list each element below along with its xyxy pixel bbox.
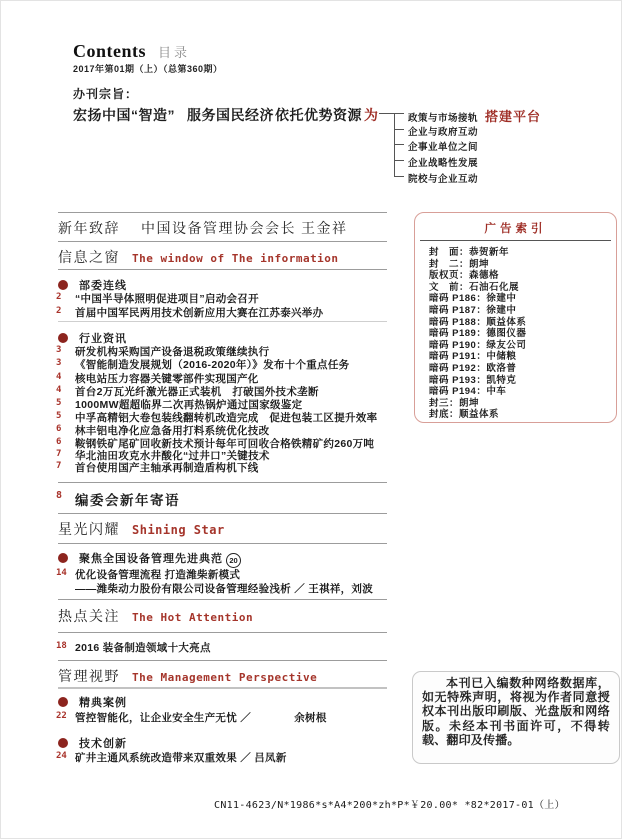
greeting-author: 中国设备管理协会会长 王金祥 [141, 222, 348, 237]
diagram-branch-1 [408, 106, 541, 125]
circled-number-badge: 20 [226, 553, 241, 568]
toc-item [56, 357, 349, 372]
page-number: 22 [56, 711, 67, 721]
diagram-tick-2 [394, 129, 404, 130]
group-label: 聚焦全国设备管理先进典范 [79, 553, 223, 565]
page-number: 6 [56, 424, 62, 434]
toc-item-title: 中孚高精铝大卷包装线翻转机改造完成 促进包装工区提升效率 [75, 412, 378, 424]
ad-index-item: 封底：顺益体系 [429, 409, 500, 421]
toc-item-title: 华北油田攻克水井酸化“过井口”关键技术 [75, 450, 270, 462]
page-number: 4 [56, 372, 62, 382]
toc-item-title: 首届中国军民两用技术创新应用大赛在江苏泰兴举办 [75, 307, 324, 319]
ad-index-item: 封三：朗坤 [429, 397, 480, 409]
toc-item [56, 750, 287, 765]
management-title: 管理视野 [58, 670, 120, 685]
toc-item-title: “中国半导体照明促进项目”启动会召开 [75, 293, 259, 305]
bullet-icon [58, 553, 68, 563]
page-number: 6 [56, 437, 62, 447]
divider [58, 513, 387, 514]
group-model-focus [58, 550, 241, 566]
page-number: 7 [56, 461, 62, 471]
group-label: 行业资讯 [79, 333, 127, 345]
toc-item-title: 管控智能化，让企业安全生产无忧 ／ 余树根 [75, 712, 327, 724]
shining-star-title: 星光闪耀 [58, 523, 120, 538]
shining-star-subtitle: Shining Star [132, 523, 225, 537]
ad-index-item: 暗码 P188：顺益体系 [429, 316, 527, 328]
diagram-connector-line [379, 113, 404, 114]
diagram-tick-4 [394, 160, 404, 161]
platform-label: 搭建平台 [485, 109, 542, 124]
toc-item-title: 2016 装备制造领域十大亮点 [75, 642, 211, 654]
contents-title-en: Contents [73, 41, 147, 61]
page-number: 2 [56, 292, 62, 302]
section-info-window [58, 247, 339, 267]
toc-item-title: 研发机构采购国产设备退税政策继续执行 [75, 346, 270, 358]
ad-index-item: 暗码 P189：德图仪器 [429, 328, 527, 340]
section-management [58, 666, 317, 686]
issue-line: 2017年第01期（上）（总第360期） [73, 64, 223, 74]
page-number: 8 [56, 490, 63, 501]
ad-index-item: 版权页：森德格 [429, 270, 500, 282]
divider [58, 482, 387, 483]
ad-index-item: 暗码 P194：中车 [429, 386, 507, 398]
ad-index-item: 封 二：朗坤 [429, 258, 490, 270]
toc-item [56, 710, 327, 725]
group-label: 部委连线 [79, 280, 127, 292]
page-number: 3 [56, 345, 62, 355]
page-number: 14 [56, 568, 67, 578]
toc-item-title: 首台2万瓦光纤激光器正式装机 打破国外技术垄断 [75, 386, 319, 398]
divider [58, 212, 387, 213]
toc-item-title: 矿井主通风系统改造带来双重效果 ／ 吕凤新 [75, 752, 287, 764]
ad-index-divider [420, 240, 611, 241]
page-number: 2 [56, 306, 62, 316]
hot-attention-title: 热点关注 [58, 610, 120, 625]
page-number: 5 [56, 398, 62, 408]
diagram-branch-3: 企事业单位之间 [408, 142, 479, 153]
diagram-tick-5 [394, 176, 404, 177]
divider [58, 632, 387, 633]
group-label: 精典案例 [79, 697, 127, 709]
ad-index-item: 暗码 P193：凯特克 [429, 374, 517, 386]
bullet-icon [58, 738, 68, 748]
page-number: 4 [56, 385, 62, 395]
toc-item-title: 林丰铝电净化应急备用打料系统优化技改 [75, 425, 270, 437]
mission-slogan-2: 服务国民经济 [187, 107, 274, 123]
divider [58, 687, 387, 689]
divider [58, 599, 387, 600]
copyright-notice-box [412, 671, 620, 764]
ad-index-item: 暗码 P190：绿友公司 [429, 339, 527, 351]
page-header [73, 41, 190, 62]
toc-item-title: 鞍钢铁矿尾矿回收新技术预计每年可回收合格铁精矿约260万吨 [75, 438, 375, 450]
page-number: 3 [56, 358, 62, 368]
divider [58, 543, 387, 544]
toc-item-title: 首台使用国产主轴承再制造盾构机下线 [75, 462, 259, 474]
committee-greeting-title: 编委会新年寄语 [75, 493, 180, 508]
ad-index-item: 暗码 P192：欧洛普 [429, 362, 517, 374]
mission-slogan-1: 宏扬中国“智造” [73, 107, 175, 123]
page-number: 24 [56, 751, 67, 761]
toc-item [56, 305, 323, 320]
page-number: 5 [56, 411, 62, 421]
bullet-icon [58, 333, 68, 343]
toc-item [56, 640, 211, 655]
group-tech-innovation [58, 735, 127, 751]
mission-for-word: 为 [364, 107, 378, 123]
section-greeting [58, 218, 348, 238]
diagram-branch-5: 院校与企业互动 [408, 174, 479, 185]
ad-index-item: 暗码 P187：徐建中 [429, 304, 517, 316]
toc-item [56, 291, 259, 306]
toc-item [56, 567, 240, 582]
ad-index-item: 暗码 P191：中储粮 [429, 351, 517, 363]
section-shining-star [58, 519, 225, 539]
ad-index-item: 封 面：恭贺新年 [429, 247, 510, 258]
section-hot-attention [58, 606, 253, 626]
toc-item-title: 《智能制造发展规划（2016-2020年）》发布十个重点任务 [75, 359, 350, 371]
toc-item-title: 核电站压力容器关键零部件实现国产化 [75, 373, 259, 385]
toc-item [56, 460, 259, 475]
management-subtitle: The Management Perspective [132, 671, 318, 684]
ad-index-box [414, 212, 617, 423]
ad-index-item: 文 前：石油石化展 [429, 281, 520, 293]
toc-item-subline: ——潍柴动力股份有限公司设备管理经验浅析 ／ 王祺祥，刘波 [75, 583, 374, 595]
group-classic-cases [58, 694, 127, 710]
group-label: 技术创新 [79, 738, 127, 750]
bullet-icon [58, 697, 68, 707]
toc-item-title: 优化设备管理流程 打造潍柴新模式 [75, 569, 241, 581]
copyright-notice-text: 本刊已入编数种网络数据库，如无特殊声明，将视为作者同意授权本刊出版印刷版、光盘版和网络版。未经本刊书面许可，不得转载、翻印及传播。 [422, 676, 610, 747]
toc-item-subtitle [56, 581, 373, 596]
footer-code-line: CN11-4623/N*1986*s*A4*200*zh*P*￥20.00* *82*2017-01（上） [214, 800, 565, 811]
toc-item-title: 1000MW超超临界二次再热锅炉通过国家级鉴定 [75, 399, 303, 411]
divider [58, 241, 387, 242]
divider [58, 269, 387, 270]
ad-index-item: 暗码 P186：徐建中 [429, 293, 517, 305]
committee-greeting-row [56, 489, 180, 509]
bullet-icon [58, 280, 68, 290]
info-window-subtitle: The window of The information [132, 252, 339, 265]
contents-title-zh: 目录 [158, 45, 191, 60]
mission-slogan-3: 依托优势资源 [275, 107, 362, 123]
greeting-title: 新年致辞 [58, 222, 120, 237]
diagram-tick-3 [394, 144, 404, 145]
ad-index-title: 广告索引 [484, 223, 547, 235]
diagram-branch-4: 企业战略性发展 [408, 158, 479, 169]
page-number: 18 [56, 641, 67, 651]
hot-attention-subtitle: The Hot Attention [132, 611, 254, 624]
info-window-title: 信息之窗 [58, 251, 120, 266]
mission-label: 办刊宗旨： [73, 87, 139, 101]
divider [58, 660, 387, 661]
diagram-branch-2: 企业与政府互动 [408, 127, 479, 138]
page-number: 7 [56, 449, 62, 459]
ad-index-list [415, 247, 616, 421]
branch-1-label: 政策与市场接轨 [408, 113, 479, 124]
divider [58, 321, 387, 322]
